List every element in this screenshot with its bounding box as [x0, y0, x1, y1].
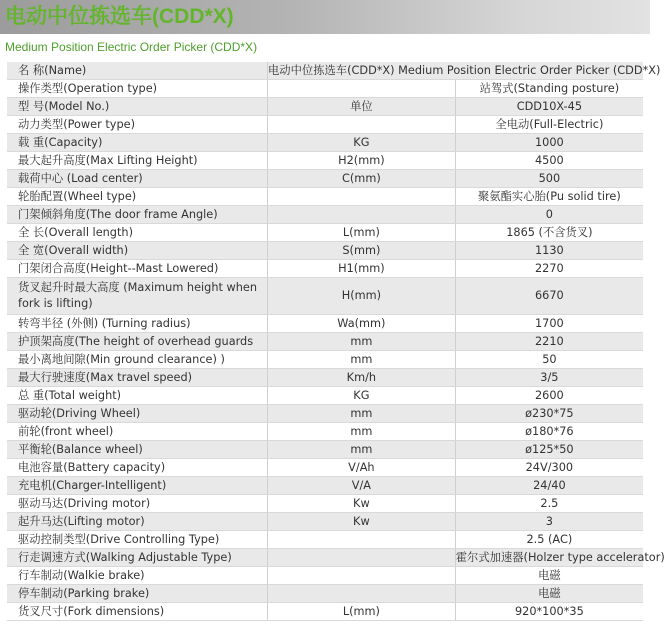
param-cell: 转弯半径 (外侧) (Turning radius)	[7, 315, 268, 333]
title-bar	[0, 0, 650, 34]
value-cell: 聚氨酯实心胎(Pu solid tire)	[455, 188, 643, 206]
unit-cell: S(mm)	[268, 242, 456, 260]
unit-cell	[268, 116, 456, 134]
value-cell: CDD10X-45	[455, 98, 643, 116]
unit-cell: L(mm)	[268, 603, 456, 621]
unit-cell: mm	[268, 441, 456, 459]
name-value-cell: 电动中位拣选车(CDD*X) Medium Position Electric Order Picker (CDD*X)	[268, 62, 644, 80]
param-cell: 全 长(Overall length)	[7, 224, 268, 242]
unit-cell: mm	[268, 351, 456, 369]
param-cell: 货叉尺寸(Fork dimensions)	[7, 603, 268, 621]
param-cell: 充电机(Charger-Intelligent)	[7, 477, 268, 495]
unit-cell: Km/h	[268, 369, 456, 387]
unit-cell: Wa(mm)	[268, 315, 456, 333]
table-row	[7, 206, 643, 224]
param-cell: 行走调速方式(Walking Adjustable Type)	[7, 549, 268, 567]
unit-cell: Kw	[268, 495, 456, 513]
table-row	[7, 423, 643, 441]
unit-cell	[268, 188, 456, 206]
value-cell: 50	[455, 351, 643, 369]
param-cell: 停车制动(Parking brake)	[7, 585, 268, 603]
unit-cell: C(mm)	[268, 170, 456, 188]
param-cell: 动力类型(Power type)	[7, 116, 268, 134]
unit-cell: KG	[268, 134, 456, 152]
table-row	[7, 387, 643, 405]
unit-cell	[268, 567, 456, 585]
param-cell: 前轮(front wheel)	[7, 423, 268, 441]
param-cell: 名 称(Name)	[7, 62, 268, 80]
unit-cell: mm	[268, 423, 456, 441]
value-cell: 1000	[455, 134, 643, 152]
page-subtitle: Medium Position Electric Order Picker (CDD*X)	[5, 40, 258, 54]
param-cell: 门架闭合高度(Height--Mast Lowered)	[7, 260, 268, 278]
param-cell: 型 号(Model No.)	[7, 98, 268, 116]
unit-cell: mm	[268, 333, 456, 351]
unit-cell: Kw	[268, 513, 456, 531]
value-cell: 1865 (不含货叉)	[455, 224, 643, 242]
value-cell: 1130	[455, 242, 643, 260]
unit-cell	[268, 585, 456, 603]
value-cell: ø230*75	[455, 405, 643, 423]
value-cell: 0	[455, 206, 643, 224]
unit-cell: H2(mm)	[268, 152, 456, 170]
value-cell: 920*100*35	[455, 603, 643, 621]
table-row	[7, 513, 643, 531]
param-cell: 轮胎配置(Wheel type)	[7, 188, 268, 206]
param-cell: 平衡轮(Balance wheel)	[7, 441, 268, 459]
unit-cell: H1(mm)	[268, 260, 456, 278]
spec-table-body	[7, 62, 665, 621]
param-cell: 最小离地间隙(Min ground clearance) )	[7, 351, 268, 369]
value-cell: 4500	[455, 152, 643, 170]
value-cell: 24V/300	[455, 459, 643, 477]
unit-cell: 单位	[268, 98, 456, 116]
page-title: 电动中位拣选车(CDD*X)	[5, 5, 234, 28]
table-row	[7, 260, 643, 278]
unit-cell	[268, 531, 456, 549]
table-row	[7, 351, 643, 369]
param-cell: 载 重(Capacity)	[7, 134, 268, 152]
table-row	[7, 585, 643, 603]
unit-cell: V/A	[268, 477, 456, 495]
table-row	[7, 152, 643, 170]
table-row	[7, 224, 643, 242]
value-cell: 3	[455, 513, 643, 531]
param-cell: 护顶架高度(The height of overhead guards	[7, 333, 268, 351]
value-cell: ø180*76	[455, 423, 643, 441]
value-cell: 2.5	[455, 495, 643, 513]
table-row	[7, 80, 643, 98]
value-cell: 1700	[455, 315, 643, 333]
value-cell: 2270	[455, 260, 643, 278]
unit-cell	[268, 206, 456, 224]
param-cell: 最大行驶速度(Max travel speed)	[7, 369, 268, 387]
unit-cell: mm	[268, 405, 456, 423]
value-cell: 3/5	[455, 369, 643, 387]
table-row	[7, 116, 643, 134]
unit-cell: H(mm)	[268, 278, 456, 315]
value-cell: 2210	[455, 333, 643, 351]
param-cell: 载荷中心 (Load center)	[7, 170, 268, 188]
param-cell: 电池容量(Battery capacity)	[7, 459, 268, 477]
param-cell: 总 重(Total weight)	[7, 387, 268, 405]
table-row	[7, 459, 643, 477]
value-cell: 2600	[455, 387, 643, 405]
table-row	[7, 315, 643, 333]
value-cell: 6670	[455, 278, 643, 315]
param-cell: 驱动轮(Driving Wheel)	[7, 405, 268, 423]
unit-cell: L(mm)	[268, 224, 456, 242]
param-cell: 操作类型(Operation type)	[7, 80, 268, 98]
table-row	[7, 405, 643, 423]
value-cell: 霍尔式加速器(Holzer type accelerator)	[455, 549, 643, 567]
param-cell: 门架倾斜角度(The door frame Angle)	[7, 206, 268, 224]
table-row	[7, 495, 643, 513]
table-row	[7, 549, 643, 567]
param-cell: 起升马达(Lifting motor)	[7, 513, 268, 531]
value-cell: ø125*50	[455, 441, 643, 459]
table-row	[7, 441, 643, 459]
param-cell: 驱动马达(Driving motor)	[7, 495, 268, 513]
table-row	[7, 134, 643, 152]
value-cell: 全电动(Full-Electric)	[455, 116, 643, 134]
table-row	[7, 477, 643, 495]
spec-table	[7, 62, 665, 621]
table-row	[7, 567, 643, 585]
table-row	[7, 98, 643, 116]
table-row	[7, 333, 643, 351]
table-row	[7, 531, 643, 549]
value-cell: 站驾式(Standing posture)	[455, 80, 643, 98]
value-cell: 24/40	[455, 477, 643, 495]
param-cell: 最大起升高度(Max Lifting Height)	[7, 152, 268, 170]
param-cell: 驱动控制类型(Drive Controlling Type)	[7, 531, 268, 549]
unit-cell	[268, 80, 456, 98]
param-cell: 货叉起升时最大高度 (Maximum height when fork is lifting)	[7, 278, 268, 315]
value-cell: 500	[455, 170, 643, 188]
value-cell: 电磁	[455, 567, 643, 585]
param-cell: 行车制动(Walkie brake)	[7, 567, 268, 585]
unit-cell: V/Ah	[268, 459, 456, 477]
table-row	[7, 278, 643, 315]
value-cell: 2.5 (AC)	[455, 531, 643, 549]
unit-cell: KG	[268, 387, 456, 405]
table-row	[7, 242, 643, 260]
table-row	[7, 188, 643, 206]
param-cell: 全 宽(Overall width)	[7, 242, 268, 260]
table-row	[7, 369, 643, 387]
table-row	[7, 603, 643, 621]
table-row	[7, 170, 643, 188]
unit-cell	[268, 549, 456, 567]
table-row	[7, 62, 643, 80]
value-cell: 电磁	[455, 585, 643, 603]
